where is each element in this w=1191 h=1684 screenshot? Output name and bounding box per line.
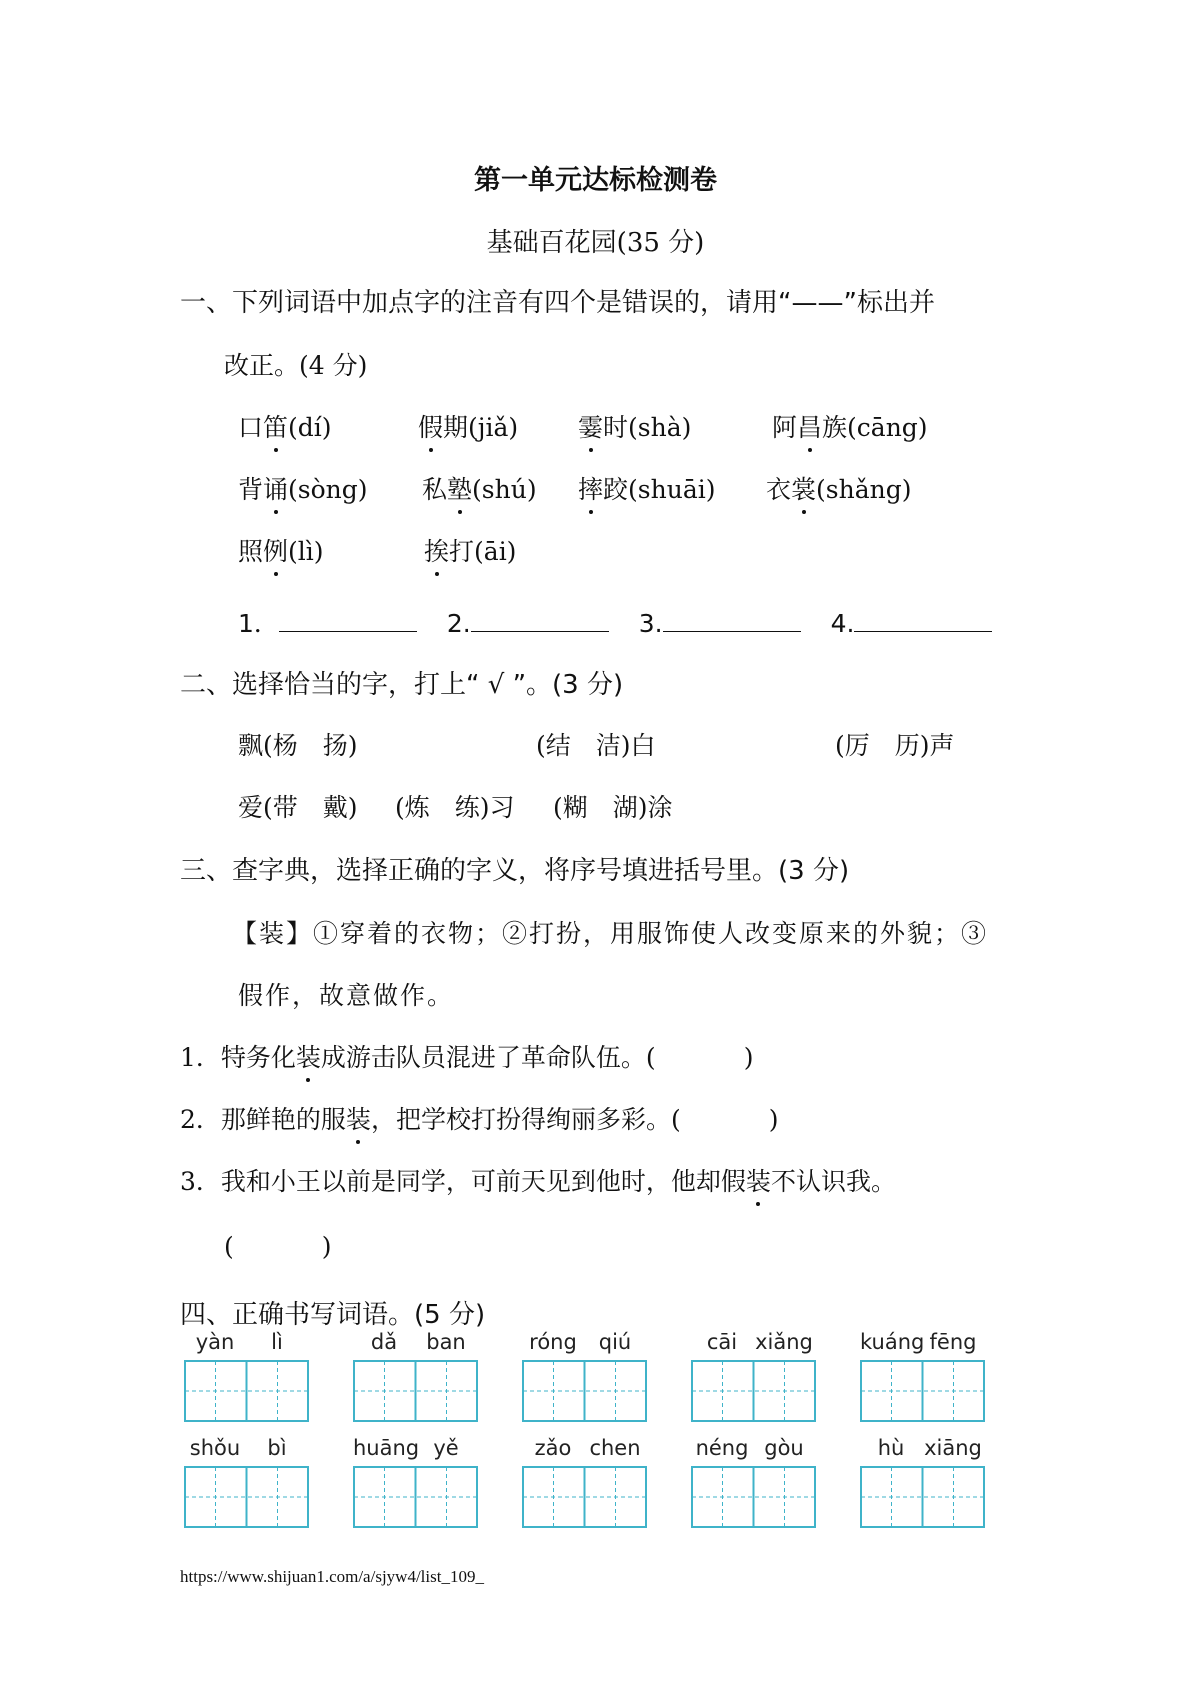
q2-option-6[interactable]: (糊 湖)涂 xyxy=(553,793,673,822)
pinyin-syllable: dǎ xyxy=(370,1330,398,1354)
grid-pinyin xyxy=(691,1436,816,1464)
blank-label-2: 2. xyxy=(446,609,471,638)
tian-grid-box[interactable] xyxy=(353,1466,478,1528)
q3-sentence-3-paren xyxy=(224,1232,332,1261)
q1-word xyxy=(578,408,691,444)
writing-grid xyxy=(522,1330,647,1392)
blank-label-1: 1． xyxy=(238,609,279,638)
pinyin-syllable: chen xyxy=(589,1436,641,1460)
q2-option-4[interactable]: 爱(带 戴) xyxy=(238,793,358,822)
answer-blank-2[interactable] xyxy=(471,611,609,632)
word-pinyin: (shǎng) xyxy=(816,475,912,504)
sentence-text: 1．特务化 xyxy=(180,1043,296,1072)
pinyin-syllable: hù xyxy=(877,1436,905,1460)
paren-close: ) xyxy=(768,1105,779,1134)
word-char: 期 xyxy=(443,413,469,442)
writing-grid xyxy=(184,1330,309,1392)
word-pinyin: (shú) xyxy=(472,475,537,504)
pinyin-syllable: xiāng xyxy=(924,1436,982,1460)
pinyin-syllable: bì xyxy=(267,1436,287,1460)
writing-grid xyxy=(691,1330,816,1392)
tian-grid-box[interactable] xyxy=(522,1360,647,1422)
tian-grid-box[interactable] xyxy=(353,1360,478,1422)
tian-grid-box[interactable] xyxy=(860,1360,985,1422)
q1-word xyxy=(238,532,324,568)
writing-grid xyxy=(691,1436,816,1498)
pinyin-syllable: shǒu xyxy=(189,1436,241,1460)
blank-label-3: 3. xyxy=(638,609,663,638)
q1-word xyxy=(772,408,928,444)
word-char: 背 xyxy=(238,475,264,504)
q4-heading: 四、正确书写词语。(5 分) xyxy=(180,1300,486,1330)
q1-word xyxy=(424,532,516,568)
word-char: 阿 xyxy=(772,413,798,442)
dotted-char: 裳 xyxy=(791,470,816,506)
answer-blank-3[interactable] xyxy=(663,611,801,632)
word-pinyin: (dí) xyxy=(288,413,332,442)
answer-blank-1[interactable] xyxy=(279,611,417,632)
pinyin-syllable: zǎo xyxy=(534,1436,572,1460)
writing-grid xyxy=(522,1436,647,1498)
footer-url: https://www.shijuan1.com/a/sjyw4/list_109_ xyxy=(180,1567,484,1586)
dotted-char: 装 xyxy=(296,1038,321,1074)
q1-word xyxy=(238,408,332,444)
dotted-char: 摔 xyxy=(578,470,603,506)
q1-answer-blanks xyxy=(238,604,1022,640)
q3-definition: 【装】①穿着的衣物；②打扮，用服饰使人改变原来的外貌；③ xyxy=(232,919,989,948)
word-pinyin: (āi) xyxy=(474,537,517,566)
pinyin-syllable: yàn xyxy=(195,1330,235,1354)
page-subtitle: 基础百花园(35 分) xyxy=(486,228,705,258)
dotted-char: 昌 xyxy=(797,408,822,444)
pinyin-syllable: ban xyxy=(426,1330,466,1354)
word-pinyin: (lì) xyxy=(288,537,324,566)
pinyin-syllable: xiǎng xyxy=(755,1330,813,1354)
grid-pinyin xyxy=(691,1330,816,1358)
q3-sentence-3 xyxy=(180,1162,896,1198)
q3-sentence-1 xyxy=(180,1038,753,1074)
q2-option-1[interactable]: 飘(杨 扬) xyxy=(238,731,358,760)
pinyin-syllable: huāng xyxy=(353,1436,420,1460)
paren-open: ( xyxy=(224,1232,234,1261)
dotted-char: 笛 xyxy=(263,408,288,444)
writing-grid xyxy=(860,1436,985,1498)
dotted-char: 霎 xyxy=(578,408,603,444)
q3-definition-cont: 假作，故意做作。 xyxy=(238,981,455,1010)
writing-grid xyxy=(353,1436,478,1498)
writing-grid xyxy=(353,1330,478,1392)
tian-grid-box[interactable] xyxy=(522,1466,647,1528)
dotted-char: 例 xyxy=(263,532,288,568)
answer-blank-4[interactable] xyxy=(854,611,992,632)
grid-pinyin xyxy=(353,1330,478,1358)
pinyin-syllable: kuáng xyxy=(860,1330,925,1354)
grid-pinyin xyxy=(860,1436,985,1464)
word-pinyin: (cāng) xyxy=(847,413,928,442)
q1-word xyxy=(418,408,518,444)
grid-pinyin xyxy=(184,1436,309,1464)
pinyin-syllable: cāi xyxy=(706,1330,738,1354)
grid-pinyin xyxy=(860,1330,985,1358)
q1-word xyxy=(238,470,368,506)
page-title: 第一单元达标检测卷 xyxy=(474,165,717,196)
pinyin-syllable: néng xyxy=(695,1436,749,1460)
word-char: 打 xyxy=(449,537,475,566)
sentence-text: ，把学校打扮得绚丽多彩。( xyxy=(370,1105,681,1134)
sentence-text: 不认识我。 xyxy=(770,1167,896,1196)
tian-grid-box[interactable] xyxy=(184,1360,309,1422)
pinyin-syllable: qiú xyxy=(598,1330,632,1354)
word-char: 跤 xyxy=(603,475,629,504)
writing-grid xyxy=(184,1436,309,1498)
sentence-text: 成游击队员混进了革命队伍。( xyxy=(320,1043,656,1072)
tian-grid-box[interactable] xyxy=(691,1360,816,1422)
dotted-char: 装 xyxy=(346,1100,371,1136)
q2-heading: 二、选择恰当的字，打上“ √ ”。(3 分) xyxy=(180,670,624,700)
tian-grid-box[interactable] xyxy=(860,1466,985,1528)
pinyin-syllable: gòu xyxy=(764,1436,804,1460)
q1-heading: 一、下列词语中加点字的注音有四个是错误的，请用“——”标出并 xyxy=(180,288,935,318)
word-pinyin: (sòng) xyxy=(288,475,368,504)
q3-sentence-2 xyxy=(180,1100,778,1136)
q1-heading-cont: 改正。(4 分) xyxy=(224,351,368,380)
q1-word xyxy=(422,470,537,506)
writing-grid xyxy=(860,1330,985,1392)
dotted-char: 挨 xyxy=(424,532,449,568)
tian-grid-box[interactable] xyxy=(184,1466,309,1528)
grid-pinyin xyxy=(522,1436,647,1464)
blank-label-4: 4. xyxy=(830,609,855,638)
pinyin-syllable: fēng xyxy=(929,1330,977,1354)
paren-close: ) xyxy=(321,1232,332,1261)
word-char: 照 xyxy=(238,537,264,566)
q2-option-2[interactable]: (结 洁)白 xyxy=(536,731,656,760)
word-char: 衣 xyxy=(766,475,792,504)
tian-grid-box[interactable] xyxy=(691,1466,816,1528)
paren-close: ) xyxy=(743,1043,754,1072)
grid-pinyin xyxy=(353,1436,478,1464)
q1-word xyxy=(578,470,715,506)
grid-pinyin xyxy=(522,1330,647,1358)
pinyin-syllable: róng xyxy=(529,1330,577,1354)
word-char: 私 xyxy=(422,475,448,504)
pinyin-syllable: lì xyxy=(271,1330,283,1354)
word-pinyin: (shà) xyxy=(628,413,692,442)
dotted-char: 假 xyxy=(418,408,443,444)
word-pinyin: (jiǎ) xyxy=(468,413,519,442)
q1-word xyxy=(766,470,911,506)
q2-option-5[interactable]: (炼 练)习 xyxy=(395,793,515,822)
grid-pinyin xyxy=(184,1330,309,1358)
word-char: 口 xyxy=(238,413,264,442)
q3-heading: 三、查字典，选择正确的字义，将序号填进括号里。(3 分) xyxy=(180,856,850,886)
pinyin-syllable: yě xyxy=(433,1436,459,1460)
q2-option-3[interactable]: (厉 历)声 xyxy=(835,731,955,760)
dotted-char: 装 xyxy=(746,1162,771,1198)
dotted-char: 塾 xyxy=(447,470,472,506)
sentence-text: 3．我和小王以前是同学，可前天见到他时，他却假 xyxy=(180,1167,746,1196)
dotted-char: 诵 xyxy=(263,470,288,506)
word-char: 族 xyxy=(822,413,848,442)
word-char: 时 xyxy=(603,413,629,442)
word-pinyin: (shuāi) xyxy=(628,475,716,504)
sentence-text: 2．那鲜艳的服 xyxy=(180,1105,346,1134)
